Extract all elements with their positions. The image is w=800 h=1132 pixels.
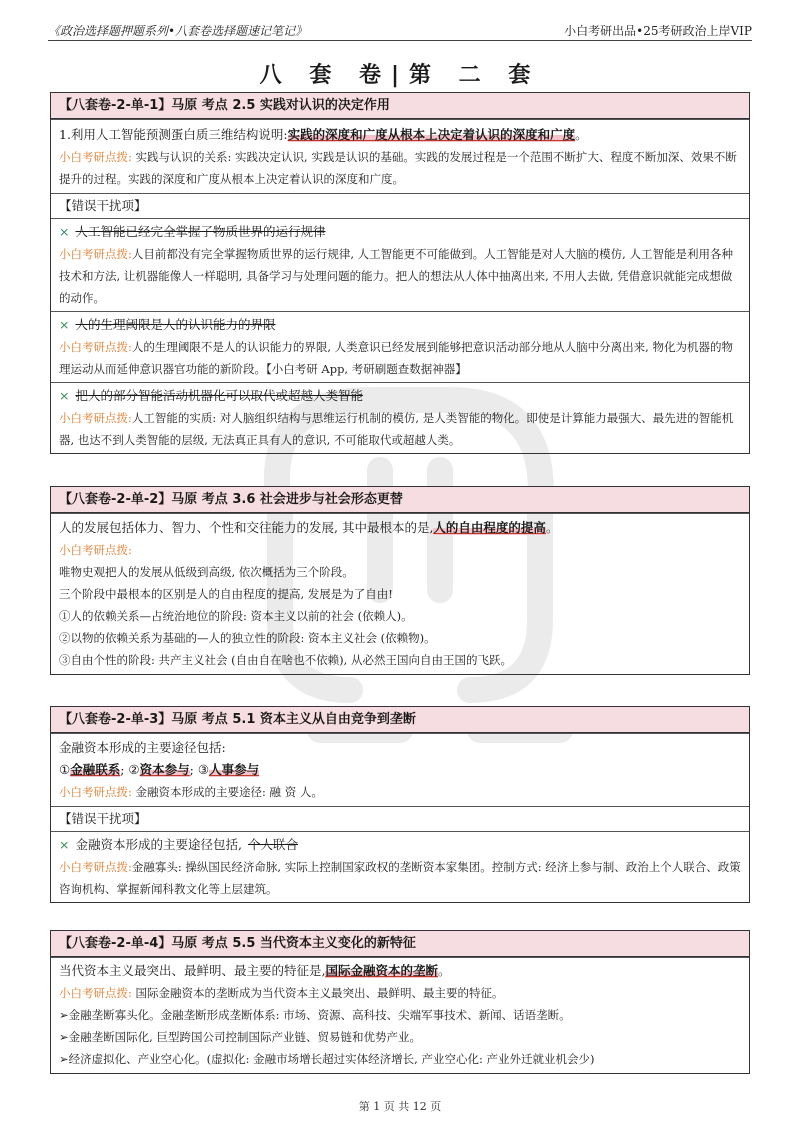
section-heading: 【八套卷-2-单-1】马原 考点 2.5 实践对认识的决定作用 (51, 93, 749, 119)
note-line: ②以物的依赖关系为基础的—人的独立性的阶段: 资本主义社会 (依赖物)。 (59, 631, 436, 645)
error-item-3 (51, 382, 749, 453)
tutor-note: 小白考研点拨:人的生理阈限不是人的认识能力的界限, 人类意识已经发展到能够把意识活动部分地从人脑中分离出来, 物化为机器的物理运动从而延伸意识器官功能的新阶段。【小白考研 App, 考研刷题查数据神器】 (59, 340, 733, 376)
note-line: 三个阶段中最根本的区别是人的自由程度的提高, 发展是为了自由! (59, 587, 393, 601)
header-left: 《政治选择题押题系列•八套卷选择题速记笔记》 (48, 24, 308, 38)
note-line: ①人的依赖关系—占统治地位的阶段: 资本主义以前的社会 (依赖人)。 (59, 609, 413, 623)
error-items-label: 【错误干扰项】 (59, 811, 147, 826)
note-label: 小白考研点拨: (59, 543, 132, 557)
question-text: 金融资本形成的主要途径包括: (59, 740, 226, 755)
bullet-line: ➢金融垄断寡头化。金融垄断形成垄断体系: 市场、资源、高科技、尖端军事技术、新闻、话语垄断。 (59, 1008, 571, 1022)
section-heading: 【八套卷-2-单-4】马原 考点 5.5 当代资本主义变化的新特征 (51, 931, 749, 957)
error-item-2 (51, 311, 749, 382)
tutor-note: 小白考研点拨:人目前都没有完全掌握物质世界的运行规律, 人工智能更不可能做到。人工智能是对人大脑的模仿, 人工智能是利用各种技术和方法, 让机器能像人一样聪明, 具备学习与处理问题的能力。把人的想法从人体中抽离出来, 不用人去做, 凭借意识就能完成想做的动作。 (59, 247, 733, 305)
question-block (51, 119, 749, 193)
cross-icon: × (59, 388, 70, 403)
question-block (51, 733, 749, 806)
question-section-4 (50, 930, 750, 1074)
question-section-1 (50, 92, 750, 454)
error-label-row (51, 806, 749, 831)
question-section-2 (50, 486, 750, 675)
error-items-label: 【错误干扰项】 (59, 198, 147, 213)
section-heading: 【八套卷-2-单-2】马原 考点 3.6 社会进步与社会形态更替 (51, 487, 749, 513)
answer-highlight: 人的自由程度的提高 (433, 520, 546, 535)
tutor-note: 小白考研点拨:人工智能的实质: 对人脑组织结构与思维运行机制的模仿, 是人类智能的物化。即使是计算能力最强大、最先进的智能机器, 也达不到人类智能的层级, 无法真正具有人的意识, 不可能取代或超越人类。 (59, 411, 734, 447)
question-text: 1.利用人工智能预测蛋白质三维结构说明:实践的深度和广度从根本上决定着认识的深度和广度。 (59, 127, 588, 142)
answer-highlight: 实践的深度和广度从根本上决定着认识的深度和广度 (287, 127, 576, 142)
answer-highlight: 国际金融资本的垄断 (325, 963, 438, 978)
tutor-note: 小白考研点拨:金融寡头: 操纵国民经济命脉, 实际上控制国家政权的垄断资本家集团。控制方式: 经济上参与制、政治上个人联合、政策咨询机构、掌握新闻科教文化等上层建筑。 (59, 860, 741, 896)
cross-icon: × (59, 224, 70, 239)
error-item-1: × 金融资本形成的主要途径包括, 个人联合 小白考研点拨:金融寡头: 操纵国民经济命脉, 实际上控制国家政权的垄断资本家集团。控制方式: 经济上参与制、政治上个人联合、政策咨询机构、掌握新闻科教文化等上层建筑。 (51, 831, 749, 902)
tutor-note: 小白考研点拨: 国际金融资本的垄断成为当代资本主义最突出、最鲜明、最主要的特征。 (59, 986, 504, 1000)
page-footer: 第 1 页 共 12 页 (358, 1100, 442, 1113)
error-label-row (51, 193, 749, 218)
note-label: 小白考研点拨: (59, 150, 132, 164)
header-right: 小白考研出品•25考研政治上岸VIP (564, 24, 752, 38)
question-section-3 (50, 706, 750, 903)
bullet-line: ➢金融垄断国际化, 巨型跨国公司控制国际产业链、贸易链和优势产业。 (59, 1030, 421, 1044)
answer-options: ①金融联系; ②资本参与; ③人事参与 (59, 762, 260, 777)
question-block (51, 957, 749, 1073)
question-text: 当代资本主义最突出、最鲜明、最主要的特征是,国际金融资本的垄断。 (59, 963, 451, 978)
error-item-1 (51, 218, 749, 311)
note-line: 唯物史观把人的发展从低级到高级, 依次概括为三个阶段。 (59, 565, 354, 579)
question-block (51, 513, 749, 674)
wrong-option-text: 人的生理阈限是人的认识能力的界限 (75, 317, 276, 332)
header-divider (48, 40, 752, 41)
question-text: 人的发展包括体力、智力、个性和交往能力的发展, 其中最根本的是,人的自由程度的提高。 (59, 520, 559, 535)
wrong-option-text: 人工智能已经完全掌握了物质世界的运行规律 (75, 224, 326, 239)
answer-highlight: 人事参与 (209, 762, 260, 777)
page-title: 八 套 卷|第 二 套 (259, 63, 541, 88)
wrong-option-text: 把人的部分智能活动机器化可以取代或超越人类智能 (75, 388, 363, 403)
answer-highlight: 资本参与 (139, 762, 190, 777)
answer-highlight: 金融联系 (70, 762, 121, 777)
cross-icon: × (59, 317, 70, 332)
wrong-option-text: 个人联合 (247, 837, 298, 852)
bullet-line: ➢经济虚拟化、产业空心化。(虚拟化: 金融市场增长超过实体经济增长, 产业空心化: 产业外迁就业机会少) (59, 1052, 595, 1066)
note-line: ③自由个性的阶段: 共产主义社会 (自由自在啥也不依赖), 从必然王国向自由王国的飞跃。 (59, 653, 512, 667)
tutor-note: 小白考研点拨: 实践与认识的关系: 实践决定认识, 实践是认识的基础。实践的发展过程是一个范围不断扩大、程度不断加深、效果不断提升的过程。实践的深度和广度从根本上决定着认识的深度和广度。 (59, 150, 737, 186)
section-heading: 【八套卷-2-单-3】马原 考点 5.1 资本主义从自由竞争到垄断 (51, 707, 749, 733)
tutor-note: 小白考研点拨: 金融资本形成的主要途径: 融 资 人。 (59, 785, 323, 799)
cross-icon: × (59, 837, 70, 852)
